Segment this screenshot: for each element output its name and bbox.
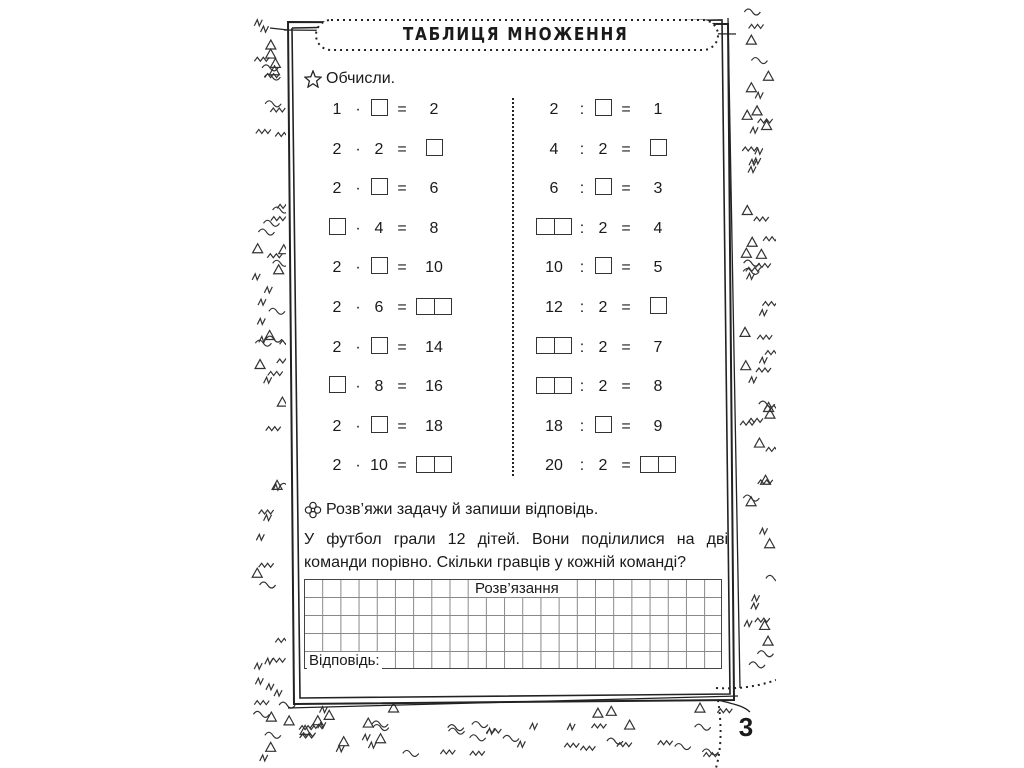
answer-box[interactable]	[592, 257, 614, 279]
result: 2	[429, 101, 439, 118]
solution-grid[interactable]	[304, 579, 722, 669]
operand-b: 2	[598, 378, 608, 396]
equals-sign: =	[397, 219, 407, 237]
operator: :	[579, 259, 585, 277]
equals-sign: =	[397, 299, 407, 316]
result: 16	[425, 378, 443, 396]
answer-box[interactable]	[638, 297, 678, 319]
equals-sign: =	[621, 457, 631, 475]
solution-label: Розв’язання	[475, 580, 559, 597]
operand-a: 2	[332, 338, 342, 356]
operator: ·	[355, 140, 361, 158]
answer-box[interactable]	[368, 178, 390, 200]
result: 18	[425, 417, 443, 435]
operand-a: 10	[545, 259, 563, 277]
operator: ·	[355, 417, 361, 435]
result: 5	[653, 259, 663, 277]
answer-box[interactable]	[592, 99, 614, 121]
operand-a: 18	[545, 417, 563, 435]
right-equation	[536, 98, 678, 122]
answer-box-double[interactable]	[414, 456, 454, 477]
task1-header	[304, 70, 395, 88]
equals-sign: =	[397, 378, 407, 396]
answer-box[interactable]	[368, 99, 390, 121]
star-icon	[304, 70, 322, 88]
equals-sign: =	[621, 338, 631, 356]
operand-b: 6	[374, 299, 384, 316]
operand-b: 2	[374, 140, 384, 158]
result: 9	[653, 417, 663, 435]
title-banner	[316, 18, 716, 50]
equals-sign: =	[621, 417, 631, 435]
operand-a: 2	[332, 259, 342, 277]
result: 3	[653, 180, 663, 198]
result: 7	[653, 338, 663, 356]
left-equation	[326, 217, 454, 241]
operator: ·	[355, 259, 361, 277]
answer-box[interactable]	[414, 139, 454, 161]
operator: ·	[355, 378, 361, 396]
operator: ·	[355, 219, 361, 237]
result: 6	[429, 180, 439, 198]
answer-box-double[interactable]	[536, 377, 572, 398]
operand-a: 1	[332, 101, 342, 118]
operand-a: 2	[332, 299, 342, 316]
operand-b: 10	[370, 457, 388, 475]
task2-instruction: Розв’яжи задачу й запиши відповідь.	[326, 501, 599, 518]
answer-box[interactable]	[368, 337, 390, 359]
answer-box-double[interactable]	[536, 337, 572, 358]
equals-sign: =	[397, 140, 407, 158]
operand-a: 2	[549, 101, 559, 118]
left-equation	[326, 375, 454, 399]
answer-box[interactable]	[368, 257, 390, 279]
left-equation	[326, 177, 454, 201]
equals-sign: =	[621, 259, 631, 277]
equals-sign: =	[397, 457, 407, 475]
answer-label: Відповідь:	[309, 652, 380, 669]
equals-sign: =	[621, 378, 631, 396]
equals-sign: =	[397, 259, 407, 277]
operand-b: 2	[598, 219, 608, 237]
right-equation	[536, 454, 678, 478]
column-divider	[512, 98, 514, 476]
operator: :	[579, 140, 585, 158]
answer-box[interactable]	[592, 416, 614, 438]
answer-box[interactable]	[638, 139, 678, 161]
operand-a: 20	[545, 457, 563, 475]
result: 10	[425, 259, 443, 277]
left-equation	[326, 138, 454, 162]
answer-box-double[interactable]	[536, 218, 572, 239]
left-equation	[326, 415, 454, 439]
operand-b: 2	[598, 299, 608, 316]
right-equation	[536, 336, 678, 360]
operand-a: 2	[332, 140, 342, 158]
operand-b: 2	[598, 457, 608, 475]
workbook-page	[248, 0, 776, 768]
answer-box[interactable]	[326, 218, 348, 240]
operator: :	[579, 338, 585, 356]
equals-sign: =	[621, 140, 631, 158]
left-equation	[326, 336, 454, 360]
operand-a: 2	[332, 417, 342, 435]
equals-sign: =	[397, 101, 407, 118]
page-title: ТАБЛИЦЯ МНОЖЕННЯ	[403, 23, 629, 45]
equals-sign: =	[397, 338, 407, 356]
left-equation	[326, 256, 454, 280]
problem-text: У футбол грали 12 дітей. Вони поділилися на дві команди порівно. Скільки гравців у кожній команді?	[304, 531, 728, 571]
operand-a: 2	[332, 457, 342, 475]
equals-sign: =	[621, 219, 631, 237]
page-number: 3	[738, 712, 754, 742]
right-equation	[536, 296, 678, 320]
operand-a: 4	[549, 140, 559, 158]
operator: :	[579, 299, 585, 316]
equals-sign: =	[621, 101, 631, 118]
right-equation	[536, 177, 678, 201]
operand-b: 2	[598, 338, 608, 356]
operator: ·	[355, 457, 361, 475]
operator: :	[579, 457, 585, 475]
result: 1	[653, 101, 663, 118]
equals-sign: =	[621, 299, 631, 316]
answer-box[interactable]	[592, 178, 614, 200]
equals-sign: =	[621, 180, 631, 198]
result: 4	[653, 219, 663, 237]
task2-header	[304, 501, 598, 519]
right-equation	[536, 138, 678, 162]
operand-b: 4	[374, 219, 384, 237]
left-equation	[326, 296, 454, 320]
left-equation	[326, 454, 454, 478]
operand-a: 12	[545, 299, 563, 316]
operand-b: 2	[598, 140, 608, 158]
result: 14	[425, 338, 443, 356]
answer-box[interactable]	[326, 376, 348, 398]
right-equation	[536, 217, 678, 241]
result: 8	[429, 219, 439, 237]
operator: :	[579, 378, 585, 396]
right-equation	[536, 256, 678, 280]
left-equation	[326, 98, 454, 122]
answer-box[interactable]	[368, 416, 390, 438]
answer-box-double[interactable]	[414, 298, 454, 319]
operator: ·	[355, 338, 361, 356]
equals-sign: =	[397, 180, 407, 198]
operator: ·	[355, 299, 361, 316]
equals-sign: =	[397, 417, 407, 435]
operator: :	[579, 417, 585, 435]
operand-a: 2	[332, 180, 342, 198]
answer-box-double[interactable]	[638, 456, 678, 477]
result: 8	[653, 378, 663, 396]
task1-instruction: Обчисли.	[326, 70, 396, 87]
operator: ·	[355, 180, 361, 198]
right-equation	[536, 375, 678, 399]
operator: :	[579, 180, 585, 198]
operator: ·	[355, 101, 361, 118]
flower-icon	[304, 501, 322, 519]
right-equation	[536, 415, 678, 439]
operand-b: 8	[374, 378, 384, 396]
operand-a: 6	[549, 180, 559, 198]
operator: :	[579, 101, 585, 118]
operator: :	[579, 219, 585, 237]
